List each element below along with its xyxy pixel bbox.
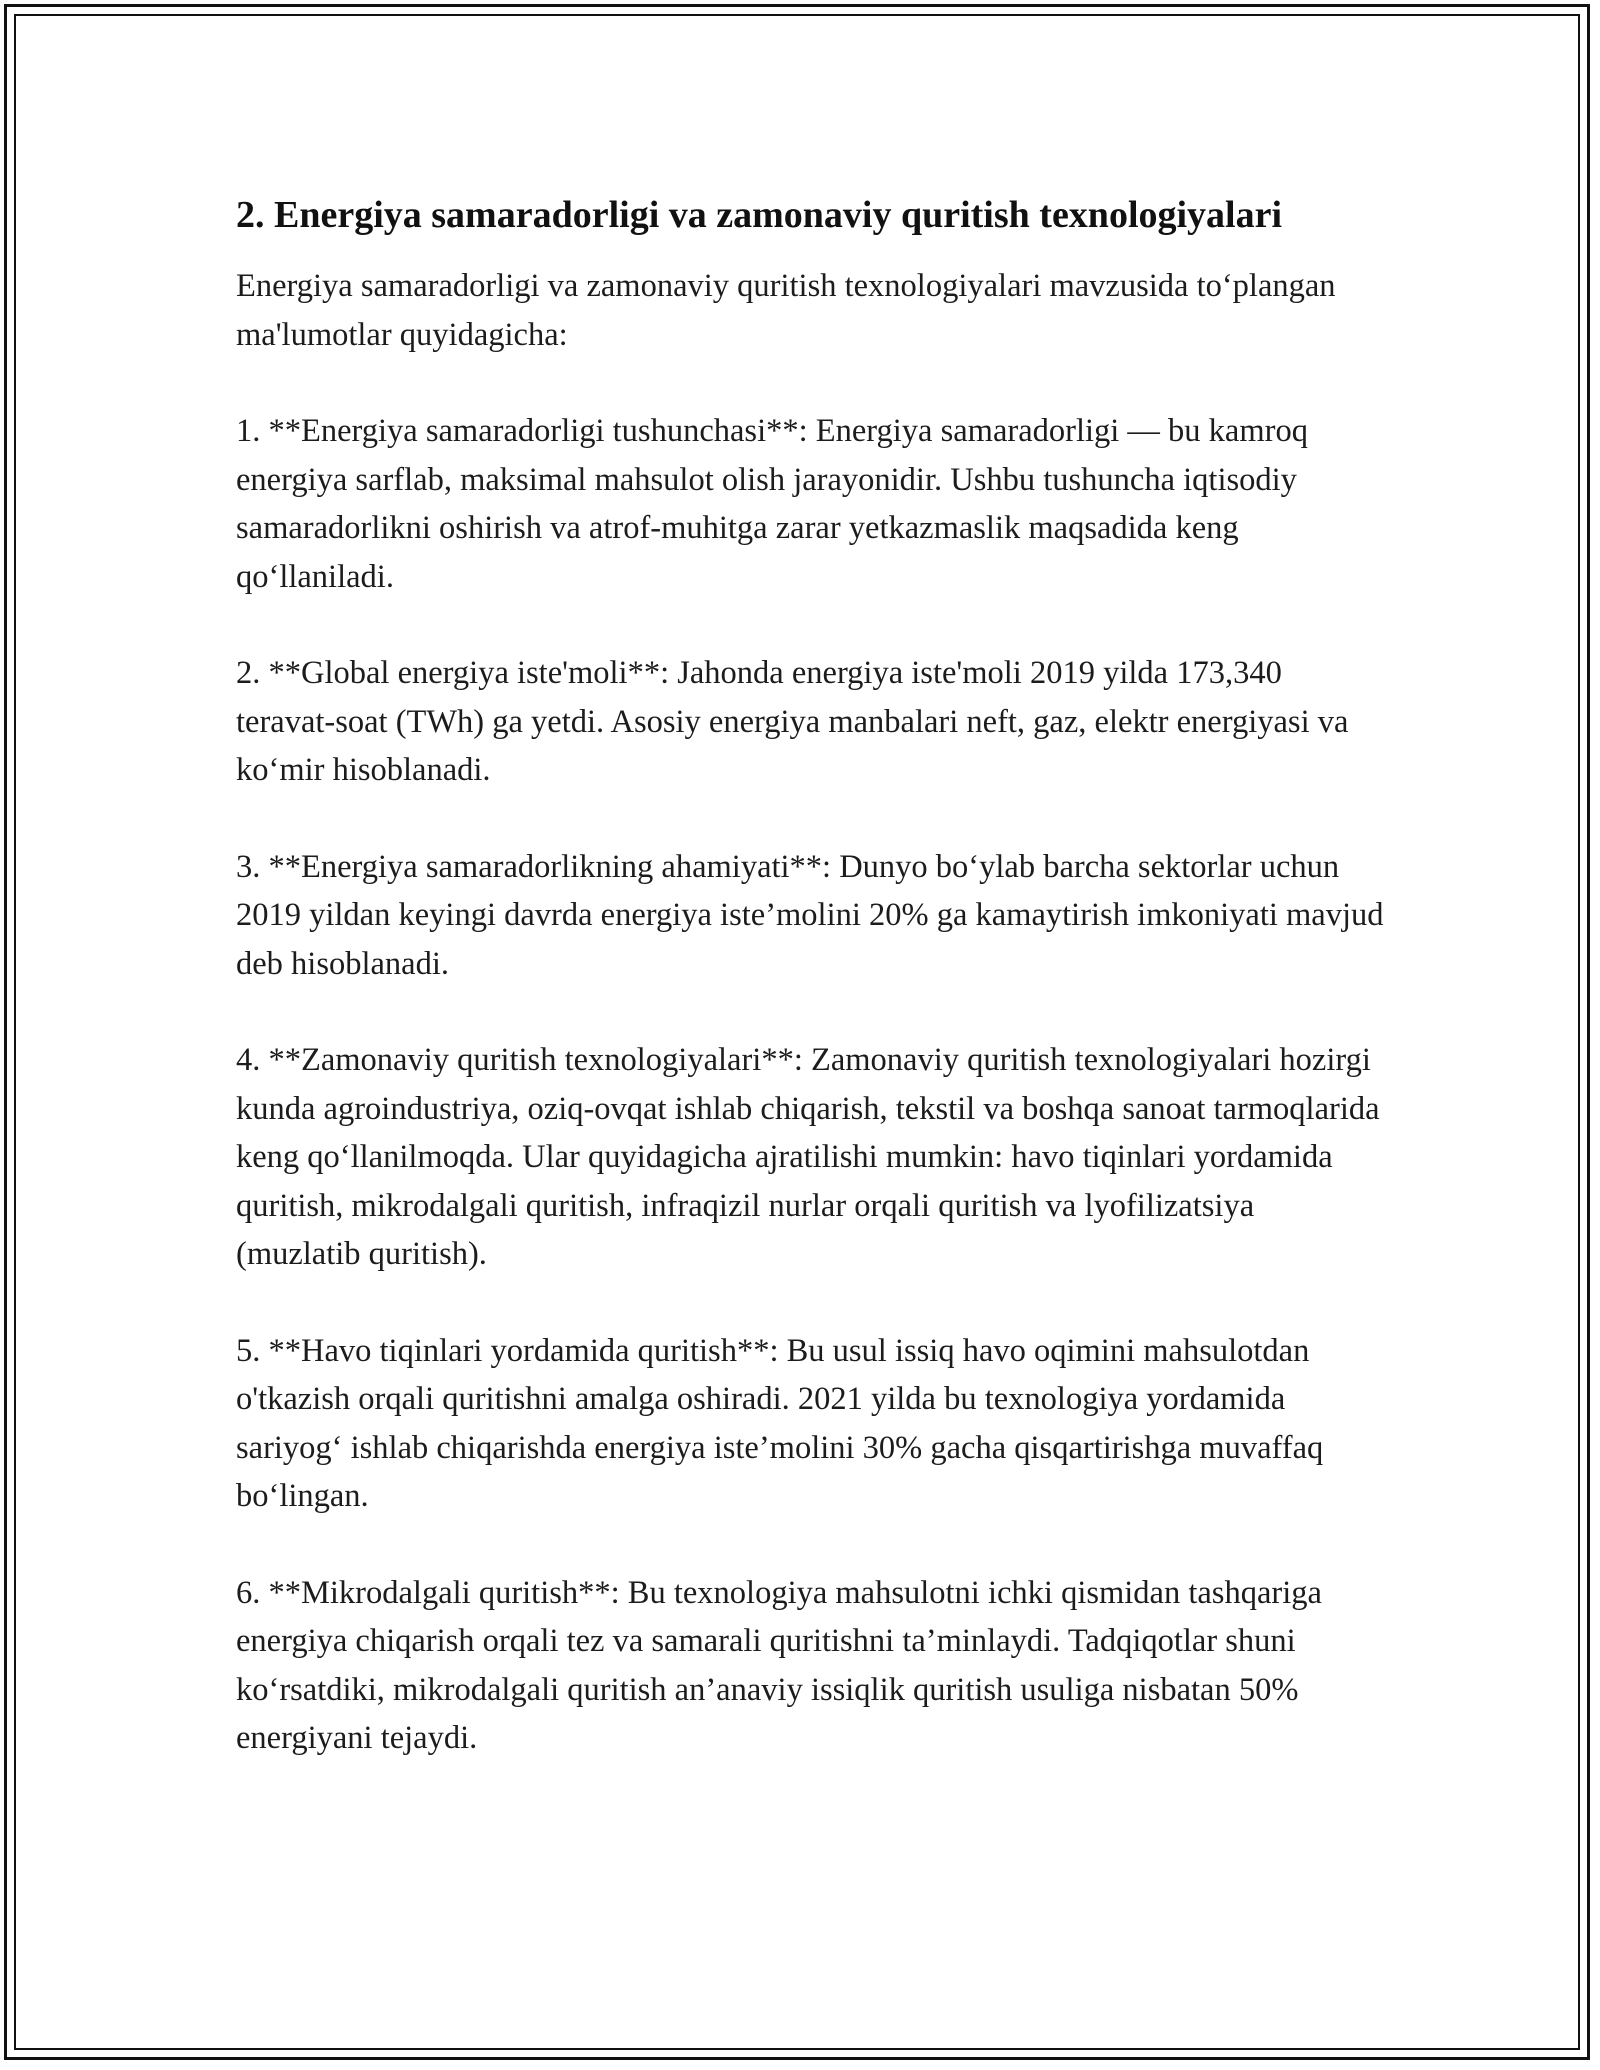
list-item-5: 5. **Havo tiqinlari yordamida quritish**: Bu usul issiq havo oqimini mahsulotdan o'tkazish orqali quritishni amalga oshiradi. 2021 yilda bu texnologiya yordamida sariyog‘ ishlab chiqarishda energiya iste’molini 30% gacha qisqartirishga muvaffaq bo‘lingan.	[236, 1332, 1324, 1514]
list-item-2: 2. **Global energiya iste'moli**: Jahonda energiya iste'moli 2019 yilda 173,340 teravat-soat (TWh) ga yetdi. Asosiy energiya manbalari neft, gaz, elektr energiyasi va ko‘mir hisoblanadi.	[236, 655, 1349, 788]
list-item-1: 1. **Energiya samaradorligi tushunchasi**: Energiya samaradorligi — bu kamroq energiya sarflab, maksimal mahsulot olish jarayonidir. Ushbu tushuncha iqtisodiy samaradorlikni oshirish va atrof-muhitga zarar yetkazmaslik maqsadida keng qo‘llaniladi.	[236, 413, 1308, 595]
list-item-3: 3. **Energiya samaradorlikning ahamiyati**: Dunyo bo‘ylab barcha sektorlar uchun 2019 yildan keyingi davrda energiya iste’molini 20% ga kamaytirish imkoniyati mavjud deb hisoblanadi.	[236, 848, 1384, 982]
intro-paragraph: Energiya samaradorligi va zamonaviy quritish texnologiyalari mavzusida to‘plangan ma'lumotlar quyidagicha:	[236, 268, 1336, 353]
list-item-4: 4. **Zamonaviy quritish texnologiyalari**: Zamonaviy quritish texnologiyalari hozirgi kunda agroindustriya, oziq-ovqat ishlab chiqarish, tekstil va boshqa sanoat tarmoqlarida keng qo‘llanilmoqda. Ular quyidagicha ajratilishi mumkin: havo tiqinlari yordamida quritish, mikrodalgali quritish, infraqizil nurlar orqali quritish va lyofilizatsiya (muzlatib quritish).	[236, 1042, 1380, 1272]
list-item-6: 6. **Mikrodalgali quritish**: Bu texnologiya mahsulotni ichki qismidan tashqariga energiya chiqarish orqali tez va samarali quritishni ta’minlaydi. Tadqiqotlar shuni ko‘rsatdiki, mikrodalgali quritish an’anaviy issiqlik quritish usuliga nisbatan 50% energiyani tejaydi.	[236, 1574, 1322, 1756]
document-body	[236, 188, 1386, 1811]
document-title: 2. Energiya samaradorligi va zamonaviy quritish texnologiyalari	[236, 194, 1283, 236]
